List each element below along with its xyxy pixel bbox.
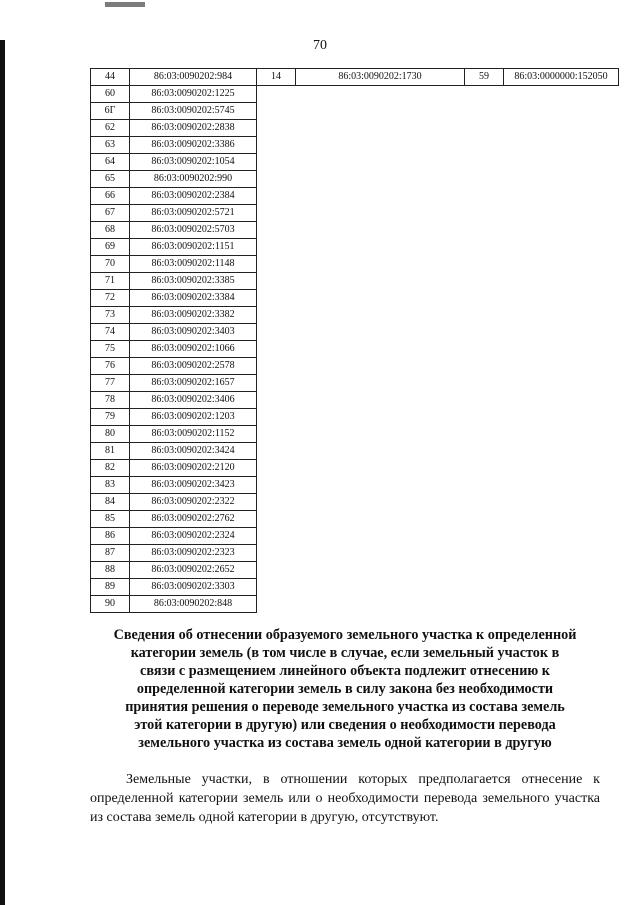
empty-cell <box>296 273 465 290</box>
table-row <box>91 137 619 154</box>
empty-cell <box>296 596 465 613</box>
empty-cell <box>296 256 465 273</box>
cadastral-number: 86:03:0090202:990 <box>130 171 257 188</box>
empty-cell <box>465 222 504 239</box>
scan-artifact <box>105 2 145 7</box>
row-number: 74 <box>91 324 130 341</box>
table-row <box>91 273 619 290</box>
empty-cell <box>257 307 296 324</box>
cadastral-number: 86:03:0090202:2652 <box>130 562 257 579</box>
table-row <box>91 154 619 171</box>
empty-cell <box>296 528 465 545</box>
row-number: 44 <box>91 69 130 86</box>
empty-cell <box>504 188 619 205</box>
empty-cell <box>465 137 504 154</box>
empty-cell <box>257 392 296 409</box>
table-row <box>91 188 619 205</box>
empty-cell <box>504 307 619 324</box>
empty-cell <box>465 256 504 273</box>
cadastral-number: 86:03:0090202:1730 <box>296 69 465 86</box>
empty-cell <box>257 545 296 562</box>
row-number: 75 <box>91 341 130 358</box>
table-row <box>91 307 619 324</box>
table-row <box>91 86 619 103</box>
empty-cell <box>257 426 296 443</box>
empty-cell <box>465 86 504 103</box>
cadastral-number: 86:03:0090202:848 <box>130 596 257 613</box>
empty-cell <box>465 290 504 307</box>
row-number: 86 <box>91 528 130 545</box>
heading-line: категории земель (в том числе в случае, если земельный участок в <box>130 645 560 661</box>
row-number: 6Г <box>91 103 130 120</box>
empty-cell <box>465 426 504 443</box>
empty-cell <box>296 154 465 171</box>
empty-cell <box>465 188 504 205</box>
table-row <box>91 69 619 86</box>
table-row <box>91 579 619 596</box>
cadastral-number: 86:03:0090202:1148 <box>130 256 257 273</box>
cadastral-number: 86:03:0090202:1066 <box>130 341 257 358</box>
empty-cell <box>504 154 619 171</box>
row-number: 71 <box>91 273 130 290</box>
empty-cell <box>296 358 465 375</box>
cadastral-number: 86:03:0090202:1151 <box>130 239 257 256</box>
empty-cell <box>257 596 296 613</box>
row-number: 68 <box>91 222 130 239</box>
page-number: 70 <box>313 38 327 53</box>
empty-cell <box>465 460 504 477</box>
empty-cell <box>296 120 465 137</box>
empty-cell <box>465 545 504 562</box>
empty-cell <box>296 137 465 154</box>
empty-cell <box>296 494 465 511</box>
cadastral-number: 86:03:0090202:2323 <box>130 545 257 562</box>
table-row <box>91 477 619 494</box>
empty-cell <box>465 103 504 120</box>
cadastral-number: 86:03:0090202:2384 <box>130 188 257 205</box>
empty-cell <box>504 494 619 511</box>
empty-cell <box>504 222 619 239</box>
empty-cell <box>296 545 465 562</box>
empty-cell <box>257 477 296 494</box>
empty-cell <box>257 358 296 375</box>
row-number: 90 <box>91 596 130 613</box>
empty-cell <box>504 137 619 154</box>
table-row <box>91 528 619 545</box>
empty-cell <box>257 290 296 307</box>
heading-line: земельного участка из состава земель одной категории в другую <box>138 735 552 751</box>
row-number: 73 <box>91 307 130 324</box>
empty-cell <box>257 120 296 137</box>
empty-cell <box>257 375 296 392</box>
empty-cell <box>504 324 619 341</box>
empty-cell <box>296 341 465 358</box>
empty-cell <box>504 273 619 290</box>
row-number: 62 <box>91 120 130 137</box>
empty-cell <box>296 290 465 307</box>
empty-cell <box>257 579 296 596</box>
cadastral-number: 86:03:0090202:5703 <box>130 222 257 239</box>
cadastral-number: 86:03:0090202:2838 <box>130 120 257 137</box>
table-row <box>91 171 619 188</box>
section-heading <box>90 626 600 752</box>
cadastral-number: 86:03:0000000:152050 <box>504 69 619 86</box>
row-number: 78 <box>91 392 130 409</box>
empty-cell <box>504 358 619 375</box>
empty-cell <box>296 579 465 596</box>
row-number: 60 <box>91 86 130 103</box>
empty-cell <box>465 494 504 511</box>
row-number: 81 <box>91 443 130 460</box>
cadastral-number: 86:03:0090202:5721 <box>130 205 257 222</box>
empty-cell <box>504 528 619 545</box>
empty-cell <box>296 239 465 256</box>
empty-cell <box>257 528 296 545</box>
table-row <box>91 562 619 579</box>
cadastral-number: 86:03:0090202:1054 <box>130 154 257 171</box>
empty-cell <box>504 409 619 426</box>
empty-cell <box>465 511 504 528</box>
empty-cell <box>296 86 465 103</box>
empty-cell <box>504 341 619 358</box>
empty-cell <box>504 239 619 256</box>
empty-cell <box>296 562 465 579</box>
row-number: 89 <box>91 579 130 596</box>
empty-cell <box>296 392 465 409</box>
empty-cell <box>465 358 504 375</box>
empty-cell <box>257 256 296 273</box>
empty-cell <box>257 494 296 511</box>
row-number: 87 <box>91 545 130 562</box>
empty-cell <box>465 324 504 341</box>
cadastral-number: 86:03:0090202:3424 <box>130 443 257 460</box>
empty-cell <box>465 205 504 222</box>
empty-cell <box>504 375 619 392</box>
empty-cell <box>504 120 619 137</box>
table-row <box>91 120 619 137</box>
cadastral-number: 86:03:0090202:1225 <box>130 86 257 103</box>
row-number: 59 <box>465 69 504 86</box>
table-body <box>91 69 619 613</box>
empty-cell <box>257 205 296 222</box>
empty-cell <box>257 222 296 239</box>
row-number: 80 <box>91 426 130 443</box>
empty-cell <box>296 171 465 188</box>
empty-cell <box>257 137 296 154</box>
table-row <box>91 409 619 426</box>
empty-cell <box>465 341 504 358</box>
scan-edge-bar <box>0 40 5 905</box>
empty-cell <box>504 426 619 443</box>
cadastral-number: 86:03:0090202:3303 <box>130 579 257 596</box>
empty-cell <box>296 307 465 324</box>
empty-cell <box>257 103 296 120</box>
row-number: 67 <box>91 205 130 222</box>
cadastral-number: 86:03:0090202:984 <box>130 69 257 86</box>
empty-cell <box>504 171 619 188</box>
row-number: 65 <box>91 171 130 188</box>
table-row <box>91 256 619 273</box>
cadastral-number: 86:03:0090202:2322 <box>130 494 257 511</box>
table-row <box>91 239 619 256</box>
empty-cell <box>504 562 619 579</box>
empty-cell <box>257 171 296 188</box>
table-row <box>91 358 619 375</box>
empty-cell <box>257 460 296 477</box>
empty-cell <box>504 290 619 307</box>
row-number: 14 <box>257 69 296 86</box>
empty-cell <box>257 239 296 256</box>
cadastral-number: 86:03:0090202:2578 <box>130 358 257 375</box>
table-row <box>91 205 619 222</box>
cadastral-number: 86:03:0090202:3386 <box>130 137 257 154</box>
empty-cell <box>504 103 619 120</box>
empty-cell <box>257 188 296 205</box>
cadastral-number: 86:03:0090202:2120 <box>130 460 257 477</box>
empty-cell <box>296 426 465 443</box>
row-number: 66 <box>91 188 130 205</box>
row-number: 85 <box>91 511 130 528</box>
empty-cell <box>465 477 504 494</box>
cadastral-number: 86:03:0090202:3385 <box>130 273 257 290</box>
empty-cell <box>504 477 619 494</box>
cadastral-number: 86:03:0090202:5745 <box>130 103 257 120</box>
empty-cell <box>504 443 619 460</box>
empty-cell <box>257 324 296 341</box>
cadastral-number: 86:03:0090202:1657 <box>130 375 257 392</box>
table-row <box>91 375 619 392</box>
heading-line: Сведения об отнесении образуемого земельного участка к определенной <box>113 627 577 643</box>
empty-cell <box>465 171 504 188</box>
cadastral-number: 86:03:0090202:3403 <box>130 324 257 341</box>
table-row <box>91 443 619 460</box>
empty-cell <box>257 154 296 171</box>
empty-cell <box>465 562 504 579</box>
row-number: 77 <box>91 375 130 392</box>
cadastral-number: 86:03:0090202:3423 <box>130 477 257 494</box>
empty-cell <box>296 205 465 222</box>
row-number: 84 <box>91 494 130 511</box>
row-number: 76 <box>91 358 130 375</box>
cadastral-number: 86:03:0090202:3384 <box>130 290 257 307</box>
table-row <box>91 545 619 562</box>
empty-cell <box>465 579 504 596</box>
empty-cell <box>504 256 619 273</box>
row-number: 82 <box>91 460 130 477</box>
empty-cell <box>465 596 504 613</box>
row-number: 64 <box>91 154 130 171</box>
row-number: 83 <box>91 477 130 494</box>
cadastral-number: 86:03:0090202:2324 <box>130 528 257 545</box>
row-number: 79 <box>91 409 130 426</box>
empty-cell <box>296 477 465 494</box>
empty-cell <box>504 545 619 562</box>
empty-cell <box>257 341 296 358</box>
empty-cell <box>504 596 619 613</box>
empty-cell <box>465 409 504 426</box>
empty-cell <box>296 103 465 120</box>
empty-cell <box>296 409 465 426</box>
heading-line: определенной категории земель в силу закона без необходимости <box>136 681 554 697</box>
empty-cell <box>296 324 465 341</box>
empty-cell <box>296 222 465 239</box>
cadastral-number: 86:03:0090202:2762 <box>130 511 257 528</box>
body-paragraph: Земельные участки, в отношении которых предполагается отнесение к определенной категории земель или о необходимости перевода земельного участка из состава земель одной категории в другую, отсутствуют. <box>90 772 600 825</box>
table-row <box>91 511 619 528</box>
empty-cell <box>504 460 619 477</box>
table-row <box>91 494 619 511</box>
empty-cell <box>296 443 465 460</box>
table-row <box>91 324 619 341</box>
cadastral-number: 86:03:0090202:1203 <box>130 409 257 426</box>
table-row <box>91 222 619 239</box>
empty-cell <box>465 307 504 324</box>
empty-cell <box>465 375 504 392</box>
empty-cell <box>465 154 504 171</box>
empty-cell <box>465 528 504 545</box>
empty-cell <box>504 86 619 103</box>
row-number: 63 <box>91 137 130 154</box>
table-row <box>91 290 619 307</box>
empty-cell <box>465 239 504 256</box>
empty-cell <box>504 511 619 528</box>
empty-cell <box>257 562 296 579</box>
empty-cell <box>465 443 504 460</box>
table-row <box>91 341 619 358</box>
empty-cell <box>504 579 619 596</box>
row-number: 88 <box>91 562 130 579</box>
heading-line: принятия решения о переводе земельного участка из состава земель <box>125 699 565 715</box>
table-row <box>91 460 619 477</box>
table-row <box>91 426 619 443</box>
empty-cell <box>296 188 465 205</box>
table-row <box>91 103 619 120</box>
empty-cell <box>296 511 465 528</box>
empty-cell <box>257 273 296 290</box>
empty-cell <box>257 86 296 103</box>
cadastral-number: 86:03:0090202:3406 <box>130 392 257 409</box>
empty-cell <box>257 409 296 426</box>
empty-cell <box>504 392 619 409</box>
heading-line: этой категории в другую) или сведения о необходимости перевода <box>134 717 556 733</box>
row-number: 72 <box>91 290 130 307</box>
row-number: 69 <box>91 239 130 256</box>
empty-cell <box>296 460 465 477</box>
empty-cell <box>465 120 504 137</box>
heading-line: связи с размещением линейного объекта подлежит отнесению к <box>140 663 550 679</box>
cadastral-number: 86:03:0090202:3382 <box>130 307 257 324</box>
row-number: 70 <box>91 256 130 273</box>
empty-cell <box>465 273 504 290</box>
empty-cell <box>504 205 619 222</box>
empty-cell <box>296 375 465 392</box>
cadastral-number: 86:03:0090202:1152 <box>130 426 257 443</box>
empty-cell <box>465 392 504 409</box>
empty-cell <box>257 443 296 460</box>
table-row <box>91 392 619 409</box>
cadastral-table <box>90 68 619 613</box>
table-row <box>91 596 619 613</box>
empty-cell <box>257 511 296 528</box>
